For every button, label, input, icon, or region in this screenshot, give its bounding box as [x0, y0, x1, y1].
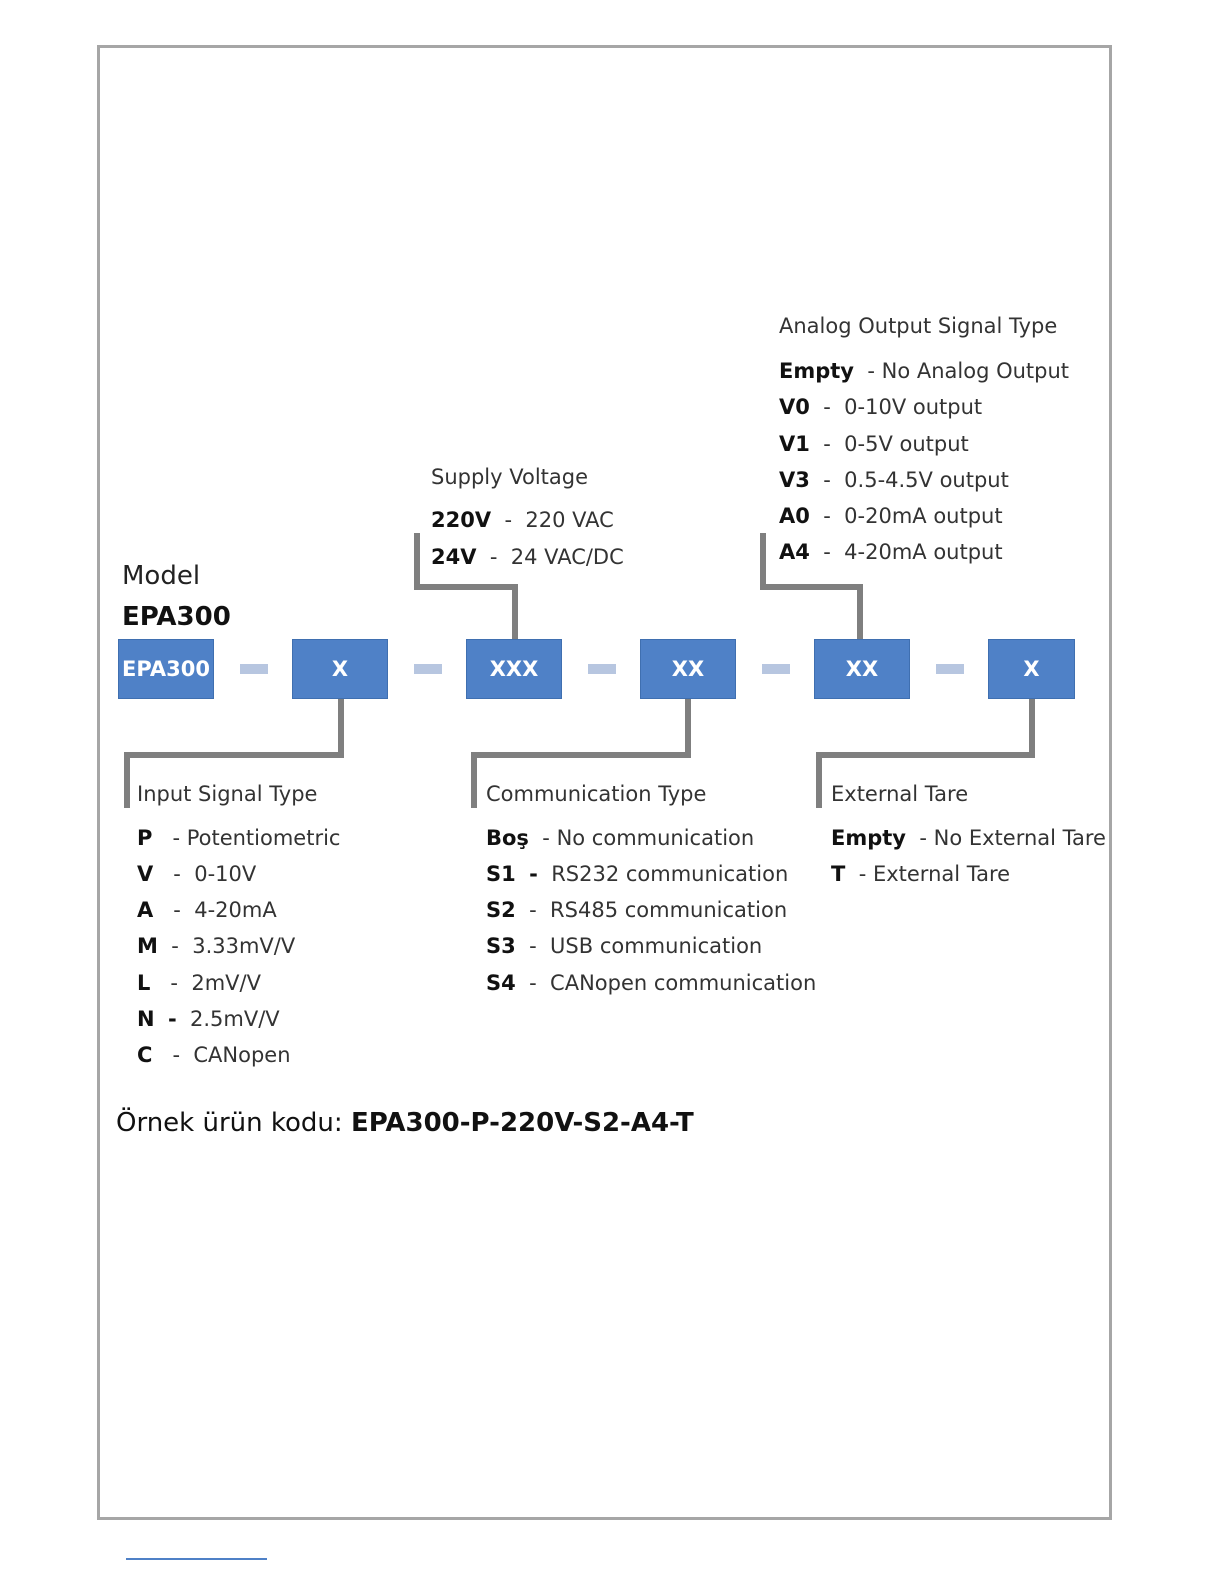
analog-output-title: Analog Output Signal Type	[779, 314, 1058, 338]
code-box-input: X	[292, 639, 388, 699]
input-signal-item: M - 3.33mV/V	[137, 934, 296, 958]
code-box-model: EPA300	[118, 639, 214, 699]
model-label: Model	[122, 561, 201, 591]
code-box-tare: X	[988, 639, 1075, 699]
input-signal-item: N - 2.5mV/V	[137, 1007, 280, 1031]
code-box-analog: XX	[814, 639, 910, 699]
analog-output-item: Empty - No Analog Output	[779, 359, 1070, 383]
connector-line	[760, 584, 863, 590]
supply-voltage-item: 24V - 24 VAC/DC	[431, 545, 624, 569]
connector-line	[414, 584, 518, 590]
analog-output-item: A0 - 0-20mA output	[779, 504, 1003, 528]
model-name: EPA300	[122, 602, 231, 632]
code-box-supply: XXX	[466, 639, 562, 699]
analog-output-item: V3 - 0.5-4.5V output	[779, 468, 1009, 492]
separator-dash	[762, 664, 790, 674]
external-tare-item: Empty - No External Tare	[831, 826, 1106, 850]
footer-rule	[126, 1558, 267, 1560]
analog-output-item: V0 - 0-10V output	[779, 395, 983, 419]
code-box-communication: XX	[640, 639, 736, 699]
connector-line	[414, 533, 420, 590]
connector-line	[816, 752, 822, 808]
analog-output-item: V1 - 0-5V output	[779, 432, 969, 456]
input-signal-item: A - 4-20mA	[137, 898, 277, 922]
connector-line	[124, 752, 344, 758]
communication-item: S1 - RS232 communication	[486, 862, 789, 886]
input-signal-title: Input Signal Type	[137, 782, 318, 806]
communication-item: Boş - No communication	[486, 826, 755, 850]
communication-item: S4 - CANopen communication	[486, 971, 817, 995]
connector-line	[124, 752, 130, 808]
connector-line	[512, 584, 518, 639]
connector-line	[685, 699, 691, 758]
input-signal-item: C - CANopen	[137, 1043, 291, 1067]
external-tare-item: T - External Tare	[831, 862, 1011, 886]
connector-line	[760, 533, 766, 590]
external-tare-title: External Tare	[831, 782, 969, 806]
example-product-code: Örnek ürün kodu: EPA300-P-220V-S2-A4-T	[116, 1108, 694, 1138]
separator-dash	[588, 664, 616, 674]
analog-output-item: A4 - 4-20mA output	[779, 540, 1003, 564]
connector-line	[816, 752, 1035, 758]
input-signal-item: P - Potentiometric	[137, 826, 341, 850]
connector-line	[1029, 699, 1035, 758]
connector-line	[857, 584, 863, 639]
connector-line	[471, 752, 477, 808]
supply-voltage-item: 220V - 220 VAC	[431, 508, 614, 532]
communication-title: Communication Type	[486, 782, 707, 806]
separator-dash	[240, 664, 268, 674]
connector-line	[471, 752, 691, 758]
communication-item: S3 - USB communication	[486, 934, 763, 958]
supply-voltage-title: Supply Voltage	[431, 465, 589, 489]
input-signal-item: V - 0-10V	[137, 862, 257, 886]
connector-line	[338, 699, 344, 758]
communication-item: S2 - RS485 communication	[486, 898, 788, 922]
separator-dash	[936, 664, 964, 674]
input-signal-item: L - 2mV/V	[137, 971, 261, 995]
separator-dash	[414, 664, 442, 674]
